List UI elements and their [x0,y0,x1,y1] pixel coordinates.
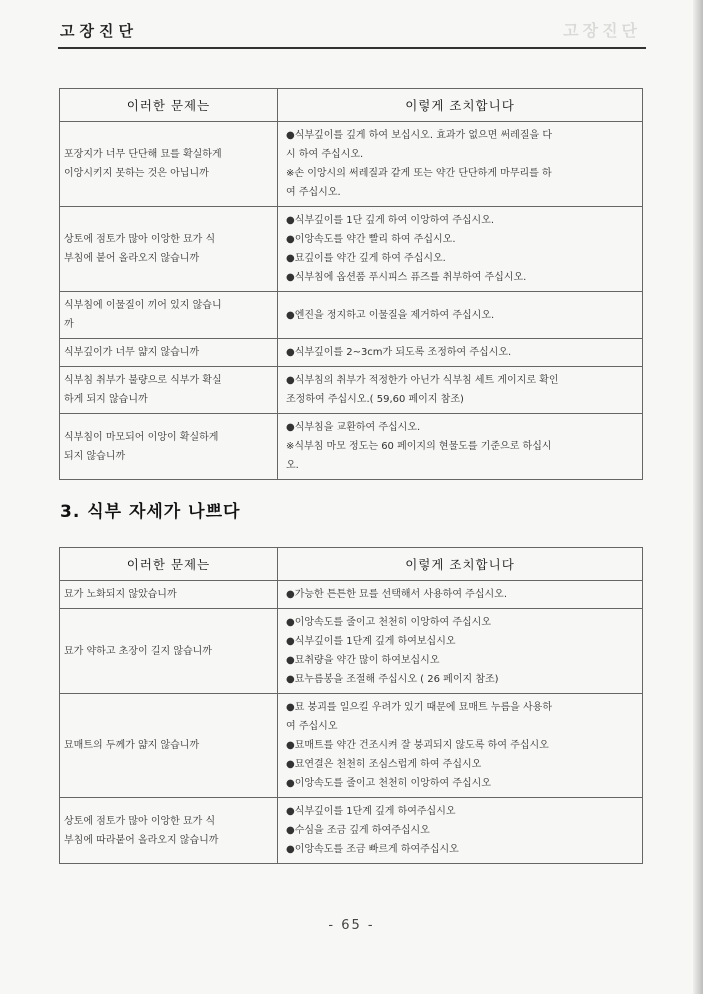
action-text: ●묘깊이를 약간 깊게 하여 주십시오. [286,253,446,264]
problem-text: 묘가 약하고 초장이 길지 않습니까 [64,645,212,657]
action-text: ※손 이앙시의 써레질과 같게 또는 약간 단단하게 마무리를 하 [286,168,552,179]
action-text: ●식부깊이를 깊게 하여 보십시오. 효과가 없으면 써레질을 다 [286,130,552,141]
action-text: ●식부침의 취부가 적정한가 아닌가 식부침 세트 게이지로 확인 [286,375,559,386]
action-text: 조정하여 주십시오.( 59,60 페이지 참조) [286,394,464,405]
problem-text: 묘매트의 두께가 얇지 않습니까 [64,740,200,751]
action-text: ※식부침 마모 정도는 60 페이지의 현물도를 기준으로 하십시 [286,441,552,452]
column-header-problem: 이러한 문제는 [60,89,278,122]
problem-cell [60,339,278,367]
problem-text: 부침에 붙어 올라오지 않습니까 [64,253,200,264]
action-text: 오. [286,460,299,471]
problem-text: 묘가 노화되지 않았습니까 [64,589,177,600]
problem-text: 부침에 따라붙어 올라오지 않습니까 [64,834,219,846]
action-text: ●가능한 튼튼한 묘를 선택해서 사용하여 주십시오. [286,589,507,600]
table-row [60,694,643,798]
column-header-action: 이렇게 조치합니다 [278,89,643,122]
problem-text: 상토에 점토가 많아 이앙한 묘가 식 [64,234,216,245]
section-title: 3. 식부 자세가 나쁘다 [60,502,241,522]
action-cell [278,292,643,339]
problem-text: 되지 않습니까 [64,450,126,462]
table-row [60,581,643,609]
action-cell [278,339,643,367]
problem-cell [60,122,278,207]
action-text: ●식부침에 옵션품 푸시피스 퓨즈를 취부하여 주십시오. [286,272,527,283]
table-row [60,122,643,207]
problem-text: 까 [64,319,74,330]
action-cell [278,414,643,480]
action-text: ●수심을 조금 깊게 하여주십시오 [286,825,430,836]
action-text: ●묘누름봉을 조절해 주십시오 ( 26 페이지 참조) [286,674,499,685]
problem-cell [60,292,278,339]
problem-text: 식부깊이가 너무 얇지 않습니까 [64,347,200,358]
table-row [60,414,643,480]
action-text: ●묘매트를 약간 건조시켜 잘 붕괴되지 않도록 하여 주십시오 [286,740,549,751]
table-row [60,798,643,864]
bleed-through-title: 고장진단 [563,21,641,40]
action-text: ●식부깊이를 1단계 깊게 하여주십시오 [286,806,456,817]
action-text: ●식부침을 교환하여 주십시오. [286,422,421,433]
table-row [60,339,643,367]
action-text: ●식부깊이를 1단계 깊게 하여보십시오 [286,636,456,647]
action-text: ●묘 붕괴를 일으킬 우려가 있기 때문에 묘매트 누름을 사용하 [286,702,552,713]
action-cell [278,367,643,414]
action-text: 여 주십시오 [286,721,338,732]
action-cell [278,609,643,694]
problem-text: 하게 되지 않습니까 [64,394,148,405]
action-cell [278,581,643,609]
action-text: ●이앙속도를 줄이고 천천히 이앙하여 주십시오 [286,617,491,628]
table-header-row [60,89,643,122]
action-text: ●이앙속도를 줄이고 천천히 이앙하여 주십시오 [286,778,491,789]
diagnosis-table-1 [59,88,643,480]
action-text: ●식부깊이를 1단 깊게 하여 이앙하여 주십시오. [286,215,495,226]
table-row [60,292,643,339]
action-text: ●묘연결은 천천히 조심스럽게 하여 주십시오 [286,759,482,770]
action-cell [278,207,643,292]
problem-cell [60,609,278,694]
problem-text: 이앙시키지 못하는 것은 아닙니까 [64,168,209,179]
problem-cell [60,694,278,798]
action-text: ●엔진을 정지하고 이물질을 제거하여 주십시오. [286,309,495,321]
column-header-problem: 이러한 문제는 [60,548,278,581]
action-text: ●묘취량을 약간 많이 하여보십시오 [286,655,440,666]
table-row [60,367,643,414]
page-number: - 65 - [328,918,375,933]
action-text: 여 주십시오. [286,187,341,198]
problem-text: 상토에 점토가 많아 이앙한 묘가 식 [64,815,216,827]
table-row [60,207,643,292]
problem-text: 식부침이 마모되어 이앙이 확실하게 [64,431,219,443]
action-cell [278,122,643,207]
problem-cell [60,581,278,609]
problem-text: 식부침 취부가 불량으로 식부가 확실 [64,375,222,386]
problem-cell [60,414,278,480]
page-header-title: 고장진단 [60,22,138,40]
problem-text: 식부침에 이물질이 끼어 있지 않습니 [64,300,222,311]
action-text: ●이앙속도를 조금 빠르게 하여주십시오 [286,844,459,855]
diagnosis-table-2 [59,547,643,864]
header-divider [58,47,646,49]
problem-cell [60,207,278,292]
action-cell [278,798,643,864]
action-text: ●식부깊이를 2~3cm가 되도록 조정하여 주십시오. [286,347,512,358]
problem-cell [60,798,278,864]
page-edge-shadow [693,0,703,994]
action-cell [278,694,643,798]
problem-cell [60,367,278,414]
problem-text: 포장지가 너무 단단해 묘를 확실하게 [64,149,222,160]
action-text: 시 하여 주십시오. [286,149,364,160]
table-header-row [60,548,643,581]
action-text: ●이앙속도를 약간 빨리 하여 주십시오. [286,234,456,245]
table-row [60,609,643,694]
column-header-action: 이렇게 조치합니다 [278,548,643,581]
